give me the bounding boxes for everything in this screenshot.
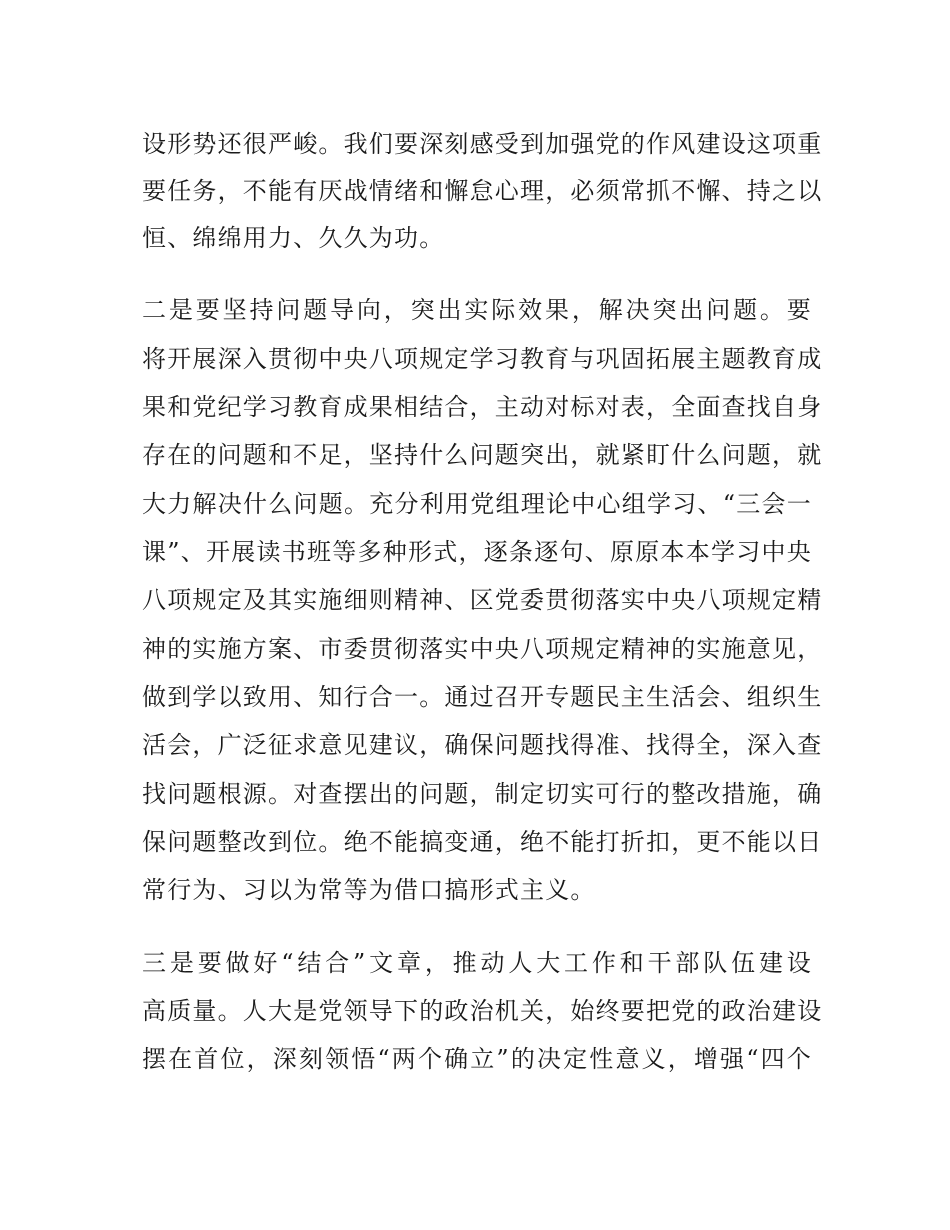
paragraph-2-line-10: 活会，广泛征求意见建议，确保问题找得准、找得全，深入查 [142,731,823,759]
paragraph-3-line-3: 摆在首位，深刻领悟“两个确立”的决定性意义，增强“四个 [142,1045,812,1073]
paragraph-2-line-8: 神的实施方案、市委贯彻落实中央八项规定精神的实施意见， [142,635,823,663]
paragraph-2-line-13: 常行为、习以为常等为借口搞形式主义。 [142,876,596,904]
paragraph-2-line-2: 将开展深入贯彻中央八项规定学习教育与巩固拓展主题教育成 [142,345,823,373]
paragraph-2-line-11: 找问题根源。对查摆出的问题，制定切实可行的整改措施，确 [142,780,823,808]
paragraph-2-line-9: 做到学以致用、知行合一。通过召开专题民主生活会、组织生 [142,683,823,711]
paragraph-2-line-12: 保问题整改到位。绝不能搞变通，绝不能打折扣，更不能以日 [142,828,823,856]
paragraph-2-line-7: 八项规定及其实施细则精神、区党委贯彻落实中央八项规定精 [142,586,823,614]
paragraph-3-line-1: 三是要做好“结合”文章，推动人大工作和干部队伍建设 [142,949,812,977]
paragraph-2-line-5: 大力解决什么问题。充分利用党组理论中心组学习、“三会一 [142,490,812,518]
paragraph-2-line-3: 果和党纪学习教育成果相结合，主动对标对表，全面查找自身 [142,393,823,421]
paragraph-3-line-2: 高质量。人大是党领导下的政治机关，始终要把党的政治建设 [142,997,823,1025]
paragraph-1-line-3: 恒、绵绵用力、久久为功。 [142,224,445,252]
paragraph-2-line-6: 课”、开展读书班等多种形式，逐条逐句、原原本本学习中央 [142,538,812,566]
paragraph-1-line-1: 设形势还很严峻。我们要深刻感受到加强党的作风建设这项重 [142,130,823,158]
paragraph-2-line-1: 二是要坚持问题导向，突出实际效果，解决突出问题。要 [142,296,812,324]
paragraph-1-line-2: 要任务，不能有厌战情绪和懈怠心理，必须常抓不懈、持之以 [142,177,823,205]
paragraph-2-line-4: 存在的问题和不足，坚持什么问题突出，就紧盯什么问题，就 [142,441,823,469]
